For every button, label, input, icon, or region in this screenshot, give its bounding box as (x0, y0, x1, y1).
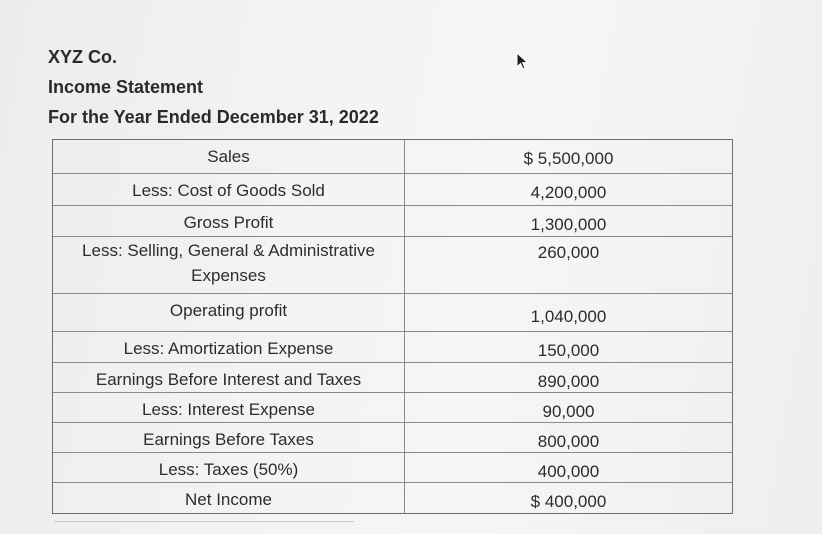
table-row (53, 205, 732, 236)
row-label: Operating profit (53, 294, 405, 331)
table-row (53, 140, 732, 173)
company-name: XYZ Co. (48, 47, 118, 67)
income-statement-table (52, 139, 733, 514)
row-value: 1,040,000 (530, 307, 607, 326)
row-value: 4,200,000 (530, 183, 607, 202)
row-value: $ 400,000 (530, 492, 607, 511)
mouse-pointer-icon (514, 52, 530, 70)
table-row (53, 173, 732, 205)
row-label: Less: Cost of Goods Sold (53, 174, 405, 205)
row-label: Less: Amortization Expense (53, 332, 405, 362)
row-value: $ 5,500,000 (523, 149, 614, 168)
row-value: 800,000 (537, 432, 600, 451)
row-value: 260,000 (537, 243, 600, 262)
table-row (53, 331, 732, 362)
table-row (53, 392, 732, 422)
row-label: Less: Selling, General & Administrative Expenses (53, 237, 405, 293)
row-value: 890,000 (537, 372, 600, 391)
row-label: Net Income (53, 483, 405, 513)
table-row (53, 452, 732, 482)
row-label: Less: Taxes (50%) (53, 453, 405, 482)
table-row (53, 293, 732, 331)
row-label: Gross Profit (53, 206, 405, 236)
table-row (53, 422, 732, 452)
row-label: Less: Interest Expense (53, 393, 405, 422)
row-label: Sales (53, 140, 405, 173)
row-value: 150,000 (537, 341, 600, 360)
row-value: 400,000 (537, 462, 600, 481)
divider (54, 521, 354, 522)
row-value: 90,000 (542, 402, 595, 421)
row-label: Earnings Before Taxes (53, 423, 405, 452)
statement-header (48, 42, 379, 132)
statement-period: For the Year Ended December 31, 2022 (48, 107, 379, 127)
row-value: 1,300,000 (530, 215, 607, 234)
table-row (53, 482, 732, 513)
row-label: Earnings Before Interest and Taxes (53, 363, 405, 392)
table-row (53, 236, 732, 293)
table-row (53, 362, 732, 392)
statement-title: Income Statement (48, 77, 204, 97)
